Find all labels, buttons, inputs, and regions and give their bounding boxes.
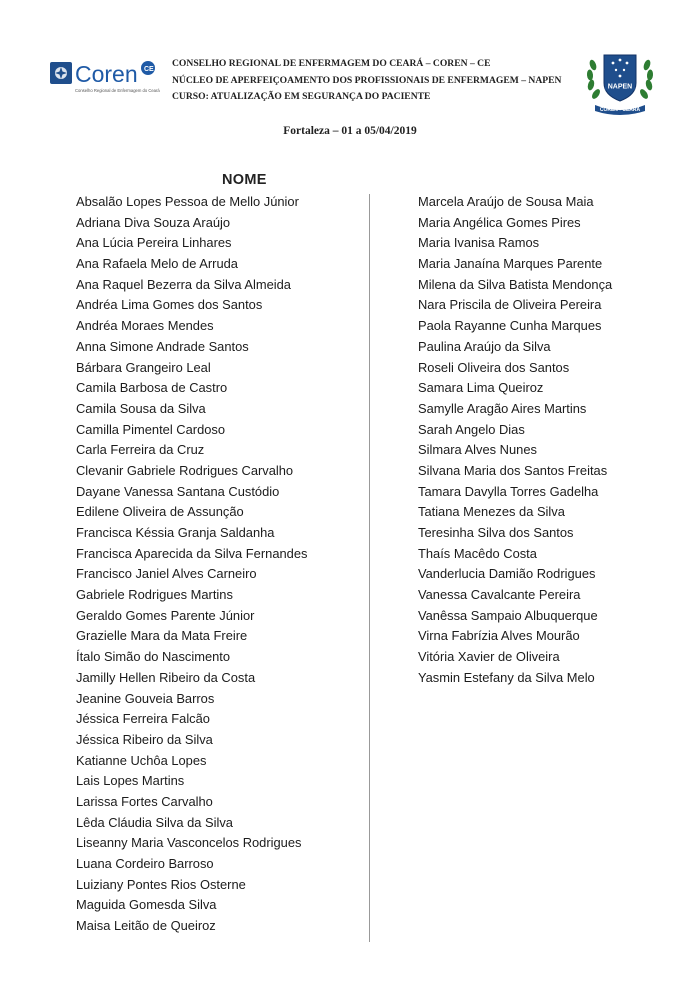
name-list-item: Camila Barbosa de Castro [76, 380, 228, 396]
name-list-item: Thaís Macêdo Costa [418, 545, 537, 561]
name-list-item: Silmara Alves Nunes [418, 442, 537, 458]
name-list-item: Adriana Diva Souza Araújo [76, 214, 231, 230]
name-list-item: Jeanine Gouveia Barros [76, 690, 215, 706]
name-list-item: Tamara Davylla Torres Gadelha [418, 483, 599, 499]
header-line-course: CURSO: ATUALIZAÇÃO EM SEGURANÇA DO PACIENTE [172, 91, 431, 102]
name-list-left [76, 192, 307, 937]
name-list-item: Vanessa Cavalcante Pereira [418, 587, 581, 603]
name-list-item: Maria Janaína Marques Parente [418, 256, 603, 272]
name-list-item: Luana Cordeiro Barroso [76, 856, 214, 871]
name-list-item: Francisca Aparecida da Silva Fernandes [76, 545, 308, 561]
name-list-item: Vanderlucia Damião Rodrigues [418, 566, 596, 582]
name-list-item: Luiziany Pontes Rios Osterne [76, 876, 246, 892]
name-list-item: Paulina Araújo da Silva [418, 338, 551, 354]
header-line-nucleus: NÚCLEO DE APERFEIÇOAMENTO DOS PROFISSIONAIS DE ENFERMAGEM – NAPEN [172, 74, 562, 86]
name-list-item: Jéssica Ribeiro da Silva [76, 731, 213, 747]
name-list-item: Katianne Uchôa Lopes [76, 752, 207, 768]
coren-logo-ce: CE [144, 66, 154, 73]
name-list-item: Teresinha Silva dos Santos [418, 525, 574, 540]
name-list-item: Jéssica Ferreira Falcão [76, 711, 210, 727]
name-list-item: Ítalo Simão do Nascimento [76, 649, 231, 665]
name-list-item: Ana Raquel Bezerra da Silva Almeida [76, 276, 291, 292]
name-list-item: Absalão Lopes Pessoa de Mello Júnior [76, 194, 299, 209]
name-list-item: Dayane Vanessa Santana Custódio [76, 483, 280, 499]
name-list-item: Anna Simone Andrade Santos [76, 338, 249, 354]
name-list-item: Milena da Silva Batista Mendonça [418, 276, 613, 292]
name-list-item: Carla Ferreira da Cruz [76, 442, 205, 458]
name-list-item: Virna Fabrízia Alves Mourão [418, 628, 580, 644]
name-list-item: Vitória Xavier de Oliveira [418, 649, 560, 665]
name-list-item: Camilla Pimentel Cardoso [76, 421, 226, 437]
name-list-item: Grazielle Mara da Mata Freire [76, 628, 248, 644]
name-list-item: Andréa Moraes Mendes [76, 318, 214, 334]
napen-logo [585, 45, 655, 117]
name-list-item: Sarah Angelo Dias [418, 421, 525, 437]
name-list-item: Maria Ivanisa Ramos [418, 235, 540, 251]
name-list-item: Andréa Lima Gomes dos Santos [76, 297, 263, 313]
name-list-item: Jamilly Hellen Ribeiro da Costa [76, 669, 256, 685]
header-block [172, 56, 592, 106]
coren-logo-wordmark: Coren [75, 61, 138, 87]
name-list-item: Liseanny Maria Vasconcelos Rodrigues [76, 835, 302, 851]
name-list-item: Clevanir Gabriele Rodrigues Carvalho [76, 462, 294, 478]
coren-logo-subtext: Conselho Regional de Enfermagem do Ceará [75, 88, 160, 93]
name-list-item: Yasmin Estefany da Silva Melo [418, 669, 595, 685]
name-list-item: Lais Lopes Martins [76, 773, 185, 789]
napen-logo-subtext: COREN - CEARÁ [599, 107, 641, 113]
name-list-item: Marcela Araújo de Sousa Maia [418, 194, 594, 209]
name-list-item: Silvana Maria dos Santos Freitas [418, 462, 608, 478]
name-list-item: Paola Rayanne Cunha Marques [418, 318, 602, 334]
name-list-item: Geraldo Gomes Parente Júnior [76, 607, 255, 623]
name-list-item: Camila Sousa da Silva [76, 400, 206, 416]
name-column-heading: NOME [222, 172, 267, 188]
name-list-item: Tatiana Menezes da Silva [418, 504, 565, 520]
name-list-item: Vanêssa Sampaio Albuquerque [418, 607, 598, 623]
column-divider [369, 194, 370, 942]
name-list-item: Francisco Janiel Alves Carneiro [76, 566, 257, 582]
name-list-item: Ana Lúcia Pereira Linhares [76, 235, 232, 251]
name-list-item: Maria Angélica Gomes Pires [418, 214, 581, 230]
name-list-item: Edilene Oliveira de Assunção [76, 504, 244, 520]
napen-shield [604, 55, 636, 101]
name-list-item: Maguida Gomesda Silva [76, 897, 217, 913]
name-list-item: Maisa Leitão de Queiroz [76, 918, 216, 934]
coren-logo [50, 58, 160, 98]
name-list-item: Gabriele Rodrigues Martins [76, 587, 233, 603]
name-list-right [418, 192, 612, 689]
name-list-item: Larissa Fortes Carvalho [76, 793, 213, 809]
header-line-council: CONSELHO REGIONAL DE ENFERMAGEM DO CEARÁ – COREN – CE [172, 58, 491, 69]
name-list-item: Samara Lima Queiroz [418, 380, 544, 396]
name-list-item: Ana Rafaela Melo de Arruda [76, 256, 238, 272]
name-list-item: Francisca Késsia Granja Saldanha [76, 525, 275, 540]
napen-logo-label: NAPEN [607, 83, 633, 91]
date-line: Fortaleza – 01 a 05/04/2019 [283, 125, 417, 137]
name-list-item: Nara Priscila de Oliveira Pereira [418, 297, 602, 313]
name-list-item: Lêda Cláudia Silva da Silva [76, 814, 233, 830]
name-list-item: Roseli Oliveira dos Santos [418, 359, 570, 375]
name-list-item: Samylle Aragão Aires Martins [418, 400, 587, 416]
name-list-item: Bárbara Grangeiro Leal [76, 359, 211, 375]
